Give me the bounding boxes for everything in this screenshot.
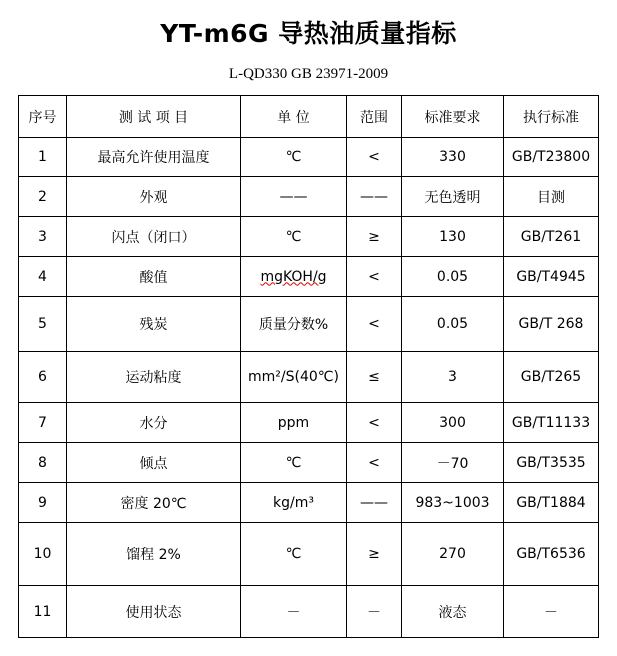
row-range: ≤ [347,352,402,403]
table-row [19,523,599,586]
row-item: 密度 20℃ [67,483,241,523]
row-no: 11 [19,586,67,638]
row-unit: ℃ [241,138,347,177]
row-value: 0.05 [402,297,504,352]
row-unit: ℃ [241,217,347,257]
row-standard: 目测 [504,177,599,217]
table-row [19,257,599,297]
row-no: 5 [19,297,67,352]
row-value: 983~1003 [402,483,504,523]
row-item: 酸值 [67,257,241,297]
row-range: < [347,138,402,177]
row-standard: GB/T 268 [504,297,599,352]
table-header-row [19,96,599,138]
table-row [19,483,599,523]
row-range: < [347,443,402,483]
row-value: 270 [402,523,504,586]
row-item: 馏程 2% [67,523,241,586]
row-range: < [347,297,402,352]
row-unit: ℃ [241,443,347,483]
row-unit: ppm [241,403,347,443]
table-row [19,177,599,217]
table-row [19,403,599,443]
row-standard: GB/T23800 [504,138,599,177]
table-row [19,138,599,177]
header-unit: 单 位 [241,96,347,138]
table-row [19,586,599,638]
row-no: 7 [19,403,67,443]
row-no: 1 [19,138,67,177]
row-no: 9 [19,483,67,523]
row-item: 闪点（闭口） [67,217,241,257]
row-range: —— [347,483,402,523]
row-no: 3 [19,217,67,257]
row-value: 3 [402,352,504,403]
row-no: 10 [19,523,67,586]
row-standard: GB/T261 [504,217,599,257]
row-item: 残炭 [67,297,241,352]
row-item: 外观 [67,177,241,217]
quality-spec-table [18,95,599,638]
row-unit: mm²/S(40℃) [241,352,347,403]
row-value: 无色透明 [402,177,504,217]
row-value: 300 [402,403,504,443]
row-unit: kg/m³ [241,483,347,523]
row-value: 330 [402,138,504,177]
row-item: 水分 [67,403,241,443]
standard-subtitle: L-QD330 GB 23971-2009 [228,66,389,82]
row-no: 2 [19,177,67,217]
row-standard: GB/T11133 [504,403,599,443]
row-standard: － [504,586,599,638]
row-range: ≥ [347,217,402,257]
row-standard: GB/T6536 [504,523,599,586]
document-title: YT-m6G 导热油质量指标 [160,19,457,48]
row-item: 最高允许使用温度 [67,138,241,177]
row-unit: 质量分数% [241,297,347,352]
table-row [19,352,599,403]
row-standard: GB/T265 [504,352,599,403]
row-standard: GB/T3535 [504,443,599,483]
row-standard: GB/T1884 [504,483,599,523]
row-unit: ℃ [241,523,347,586]
row-value: 液态 [402,586,504,638]
row-range: < [347,257,402,297]
header-range: 范围 [347,96,402,138]
row-item: 倾点 [67,443,241,483]
header-requirement: 标准要求 [402,96,504,138]
row-item: 使用状态 [67,586,241,638]
row-range: － [347,586,402,638]
row-unit: mgKOH/g [260,268,327,285]
row-value: 130 [402,217,504,257]
row-standard: GB/T4945 [504,257,599,297]
row-range: —— [347,177,402,217]
header-no: 序号 [19,96,67,138]
row-no: 4 [19,257,67,297]
table-row [19,443,599,483]
row-value: －70 [402,443,504,483]
row-item: 运动粘度 [67,352,241,403]
row-value: 0.05 [402,257,504,297]
header-item: 测 试 项 目 [67,96,241,138]
row-no: 6 [19,352,67,403]
header-standard: 执行标准 [504,96,599,138]
row-no: 8 [19,443,67,483]
row-unit: —— [241,177,347,217]
row-range: < [347,403,402,443]
row-unit: － [241,586,347,638]
table-row [19,217,599,257]
table-row [19,297,599,352]
row-range: ≥ [347,523,402,586]
